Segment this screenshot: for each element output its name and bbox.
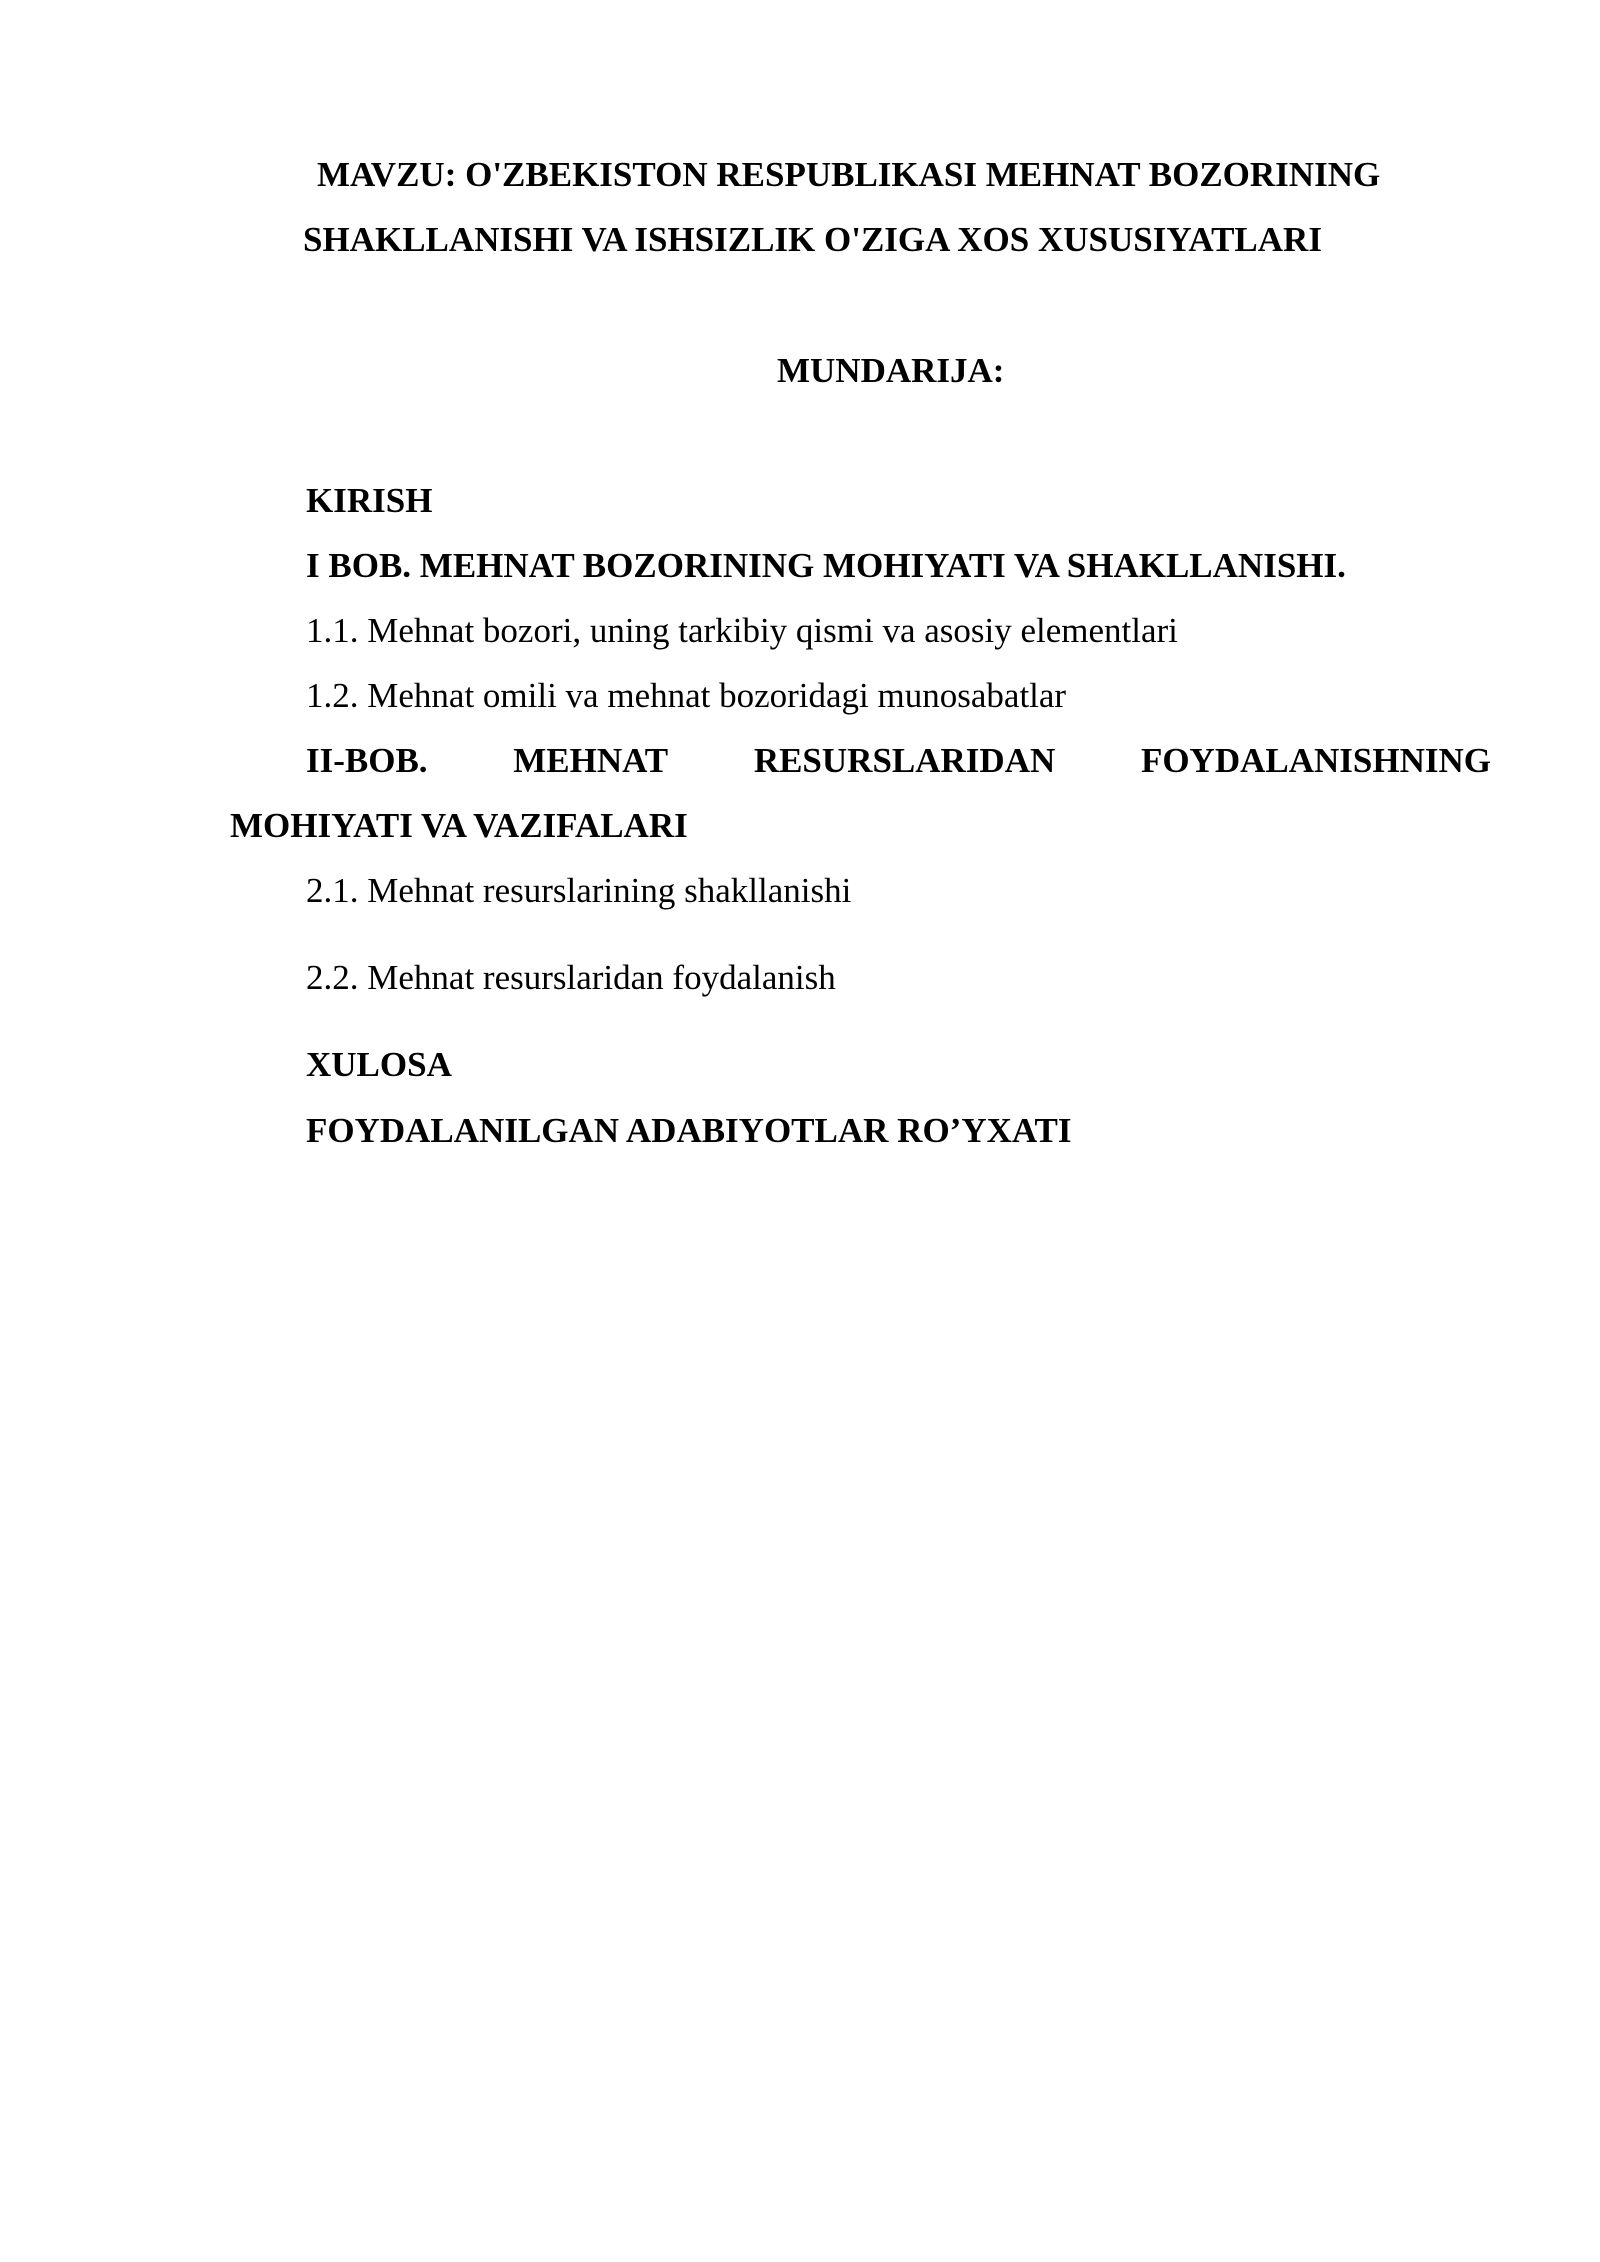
toc-references: FOYDALANILGAN ADABIYOTLAR RO’YXATI — [306, 1111, 1072, 1150]
toc-section-1-2: 1.2. Mehnat omili va mehnat bozoridagi munosabatlar — [306, 676, 1067, 715]
topic-title-line-1: MAVZU: O'ZBEKISTON RESPUBLIKASI MEHNAT BOZORINING — [317, 155, 1381, 194]
toc-chapter-2-word: MEHNAT — [513, 741, 669, 780]
toc-chapter-2 — [306, 739, 1491, 783]
toc-chapter-2-word: FOYDALANISHNING — [1140, 741, 1491, 780]
toc-chapter-2-continuation: MOHIYATI VA VAZIFALARI — [230, 806, 688, 845]
contents-heading: MUNDARIJA: — [777, 351, 1005, 390]
toc-conclusion: XULOSA — [306, 1045, 452, 1084]
toc-section-2-1: 2.1. Mehnat resurslarining shakllanishi — [306, 871, 852, 910]
topic-title-line-2: SHAKLLANISHI VA ISHSIZLIK O'ZIGA XOS XUSUSIYATLARI — [303, 220, 1322, 259]
toc-chapter-1: I BOB. MEHNAT BOZORINING MOHIYATI VA SHAKLLANISHI. — [306, 546, 1346, 585]
toc-section-2-2: 2.2. Mehnat resurslaridan foydalanish — [306, 958, 836, 997]
toc-introduction: KIRISH — [306, 481, 433, 520]
toc-chapter-2-word: RESURSLARIDAN — [753, 741, 1056, 780]
toc-chapter-2-word: II-BOB. — [306, 741, 428, 780]
toc-section-1-1: 1.1. Mehnat bozori, uning tarkibiy qismi va asosiy elementlari — [306, 611, 1178, 650]
